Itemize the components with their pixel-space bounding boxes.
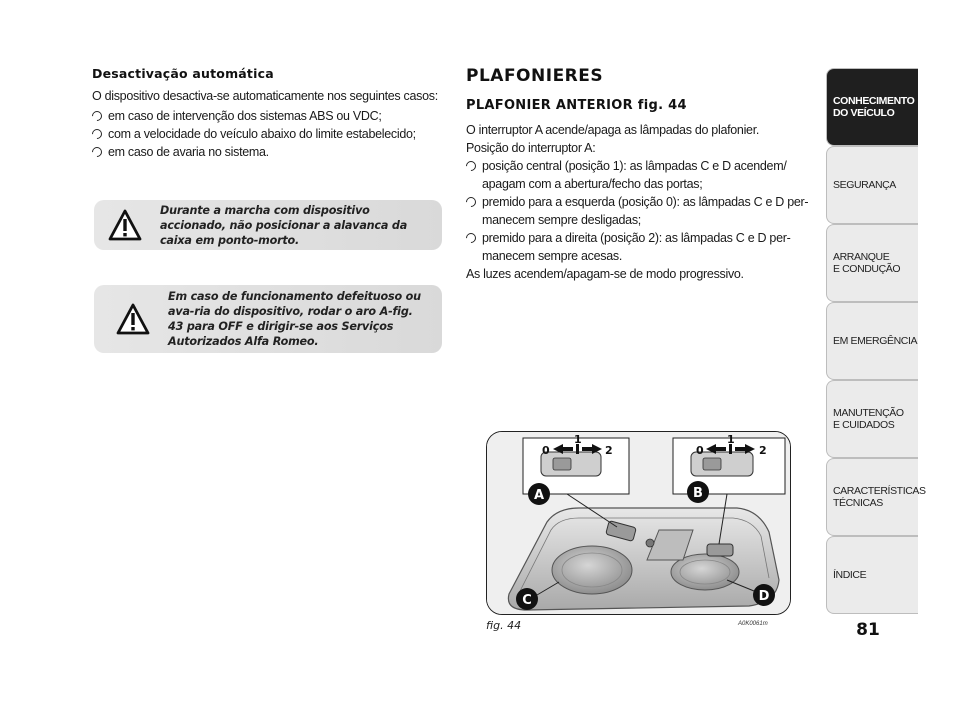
ceiling-light-illustration [487,432,791,615]
position-2-label: 2 [759,444,767,457]
figure-code: A0K0061m [738,621,768,627]
paragraph: O interruptor A acende/apaga as lâmpadas do plafonier. [466,123,760,137]
callout-b: B [693,486,703,501]
bullet-icon [464,231,478,245]
right-column [466,66,818,283]
callout-d: D [758,589,770,604]
warning-text: Durante a marcha com dispositivo accionado, não posicionar a alavanca da caixa em ponto-morto. [160,203,408,247]
position-0-label: 0 [696,444,704,457]
tab-indice[interactable]: ÍNDICE [826,536,918,614]
list-item: premido para a esquerda (posição 0): as lâmpadas C e D per-manecem sempre desligadas; [466,193,818,229]
tab-conhecimento-do-veiculo[interactable]: CONHECIMENTO DO VEÍCULO [826,68,918,146]
tab-arranque-e-conducao[interactable]: ARRANQUE E CONDUÇÃO [826,224,918,302]
position-1-label: 1 [727,433,735,446]
section-subheading: PLAFONIER ANTERIOR fig. 44 [466,98,687,113]
tab-manutencao-e-cuidados[interactable]: MANUTENÇÃO E CUIDADOS [826,380,918,458]
warning-box-neutral [94,200,442,250]
warning-text: Em caso de funcionamento defeituoso ou ava-ria do dispositivo, rodar o aro A-fig. 43 para OFF e dirigir-se aos Serviços Autorizados Alfa Romeo. [168,290,421,348]
callout-a: A [533,488,545,503]
page-number: 81 [856,620,880,640]
list-item: em caso de intervenção dos sistemas ABS ou VDC; [92,107,444,125]
tab-caracteristicas-tecnicas[interactable]: CARACTERÍSTICAS TÉCNICAS [826,458,918,536]
bullet-icon [90,109,104,123]
figure-44-ceiling-light [486,431,791,615]
deactivation-list [92,107,444,161]
position-2-label: 2 [605,444,613,457]
position-1-label: 1 [574,433,582,446]
warning-triangle-icon [108,209,142,241]
paragraph: As luzes acendem/apagam-se de modo progressivo. [466,267,744,281]
warning-box-malfunction [94,285,442,353]
callout-c: C [522,593,532,608]
bullet-icon [464,195,478,209]
paragraph: Posição do interruptor A: [466,141,596,155]
page-title: PLAFONIERES [466,66,604,86]
list-item: posição central (posição 1): as lâmpadas C e D acendem/ apagam com a abertura/fecho das portas; [466,157,818,193]
bullet-icon [90,145,104,159]
bullet-icon [464,159,478,173]
section-heading: Desactivação automática [92,66,274,81]
list-item: com a velocidade do veículo abaixo do limite estabelecido; [92,125,444,143]
position-0-label: 0 [542,444,550,457]
figure-caption: fig. 44 [486,619,522,632]
intro-text: O dispositivo desactiva-se automaticamente nos seguintes casos: [92,89,438,103]
chapter-tabs [826,68,926,614]
list-item: em caso de avaria no sistema. [92,143,444,161]
tab-em-emergencia[interactable]: EM EMERGÊNCIA [826,302,918,380]
bullet-icon [90,127,104,141]
switch-positions-list [466,157,818,265]
tab-seguranca[interactable]: SEGURANÇA [826,146,918,224]
warning-triangle-icon [116,303,150,335]
list-item: premido para a direita (posição 2): as lâmpadas C e D per-manecem sempre acesas. [466,229,818,265]
left-column [92,66,444,161]
